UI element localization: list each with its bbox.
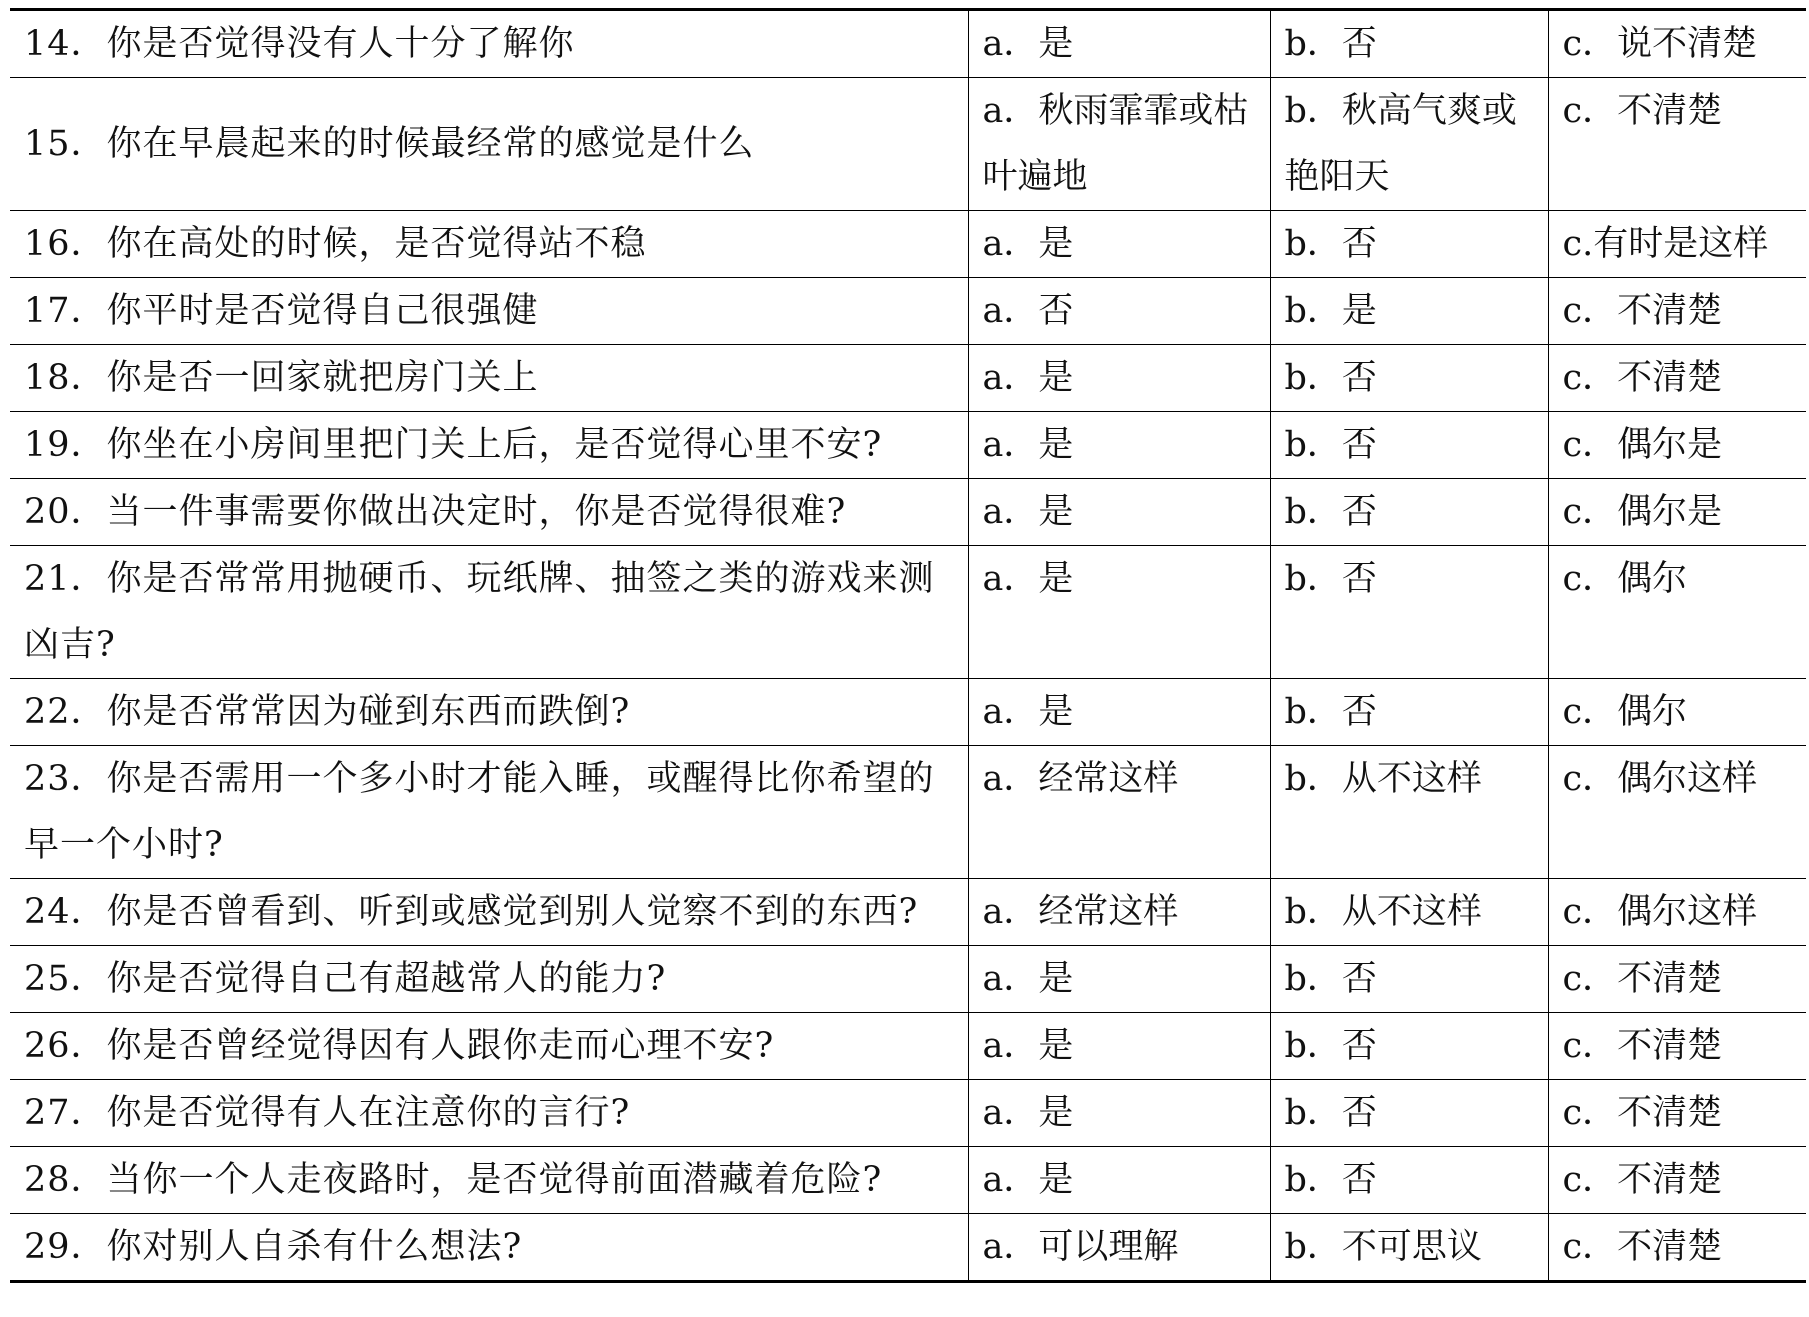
question-cell (10, 10, 968, 78)
option-c-cell: c．偶尔这样 (1548, 879, 1806, 946)
table-row (10, 679, 1806, 746)
option-c-cell: c．不清楚 (1548, 1013, 1806, 1080)
question-cell (10, 479, 968, 546)
question-text: 18．你是否一回家就把房门关上 (24, 358, 539, 398)
option-b-cell: b．是 (1270, 278, 1548, 345)
question-text: 28．当你一个人走夜路时，是否觉得前面潜藏着危险? (24, 1160, 883, 1200)
question-cell (10, 946, 968, 1013)
option-a-cell: a．经常这样 (968, 746, 1270, 879)
question-text: 20．当一件事需要你做出决定时，你是否觉得很难? (24, 492, 847, 532)
option-a-cell: a．是 (968, 1080, 1270, 1147)
table-row (10, 746, 1806, 879)
table-row (10, 211, 1806, 278)
option-a-cell: a．是 (968, 10, 1270, 78)
question-text: 27．你是否觉得有人在注意你的言行? (24, 1093, 631, 1133)
question-cell (10, 278, 968, 345)
option-c-cell: c．偶尔 (1548, 546, 1806, 679)
option-a-cell: a．是 (968, 345, 1270, 412)
option-a-cell: a．是 (968, 946, 1270, 1013)
option-c-cell: c．不清楚 (1548, 1147, 1806, 1214)
option-a-cell: a．经常这样 (968, 879, 1270, 946)
option-b-cell: b．否 (1270, 1080, 1548, 1147)
option-c-cell: c．偶尔是 (1548, 412, 1806, 479)
option-c-cell: c.有时是这样 (1548, 211, 1806, 278)
question-text: 14．你是否觉得没有人十分了解你 (24, 24, 575, 64)
question-text: 15．你在早晨起来的时候最经常的感觉是什么 (24, 124, 755, 164)
option-a-cell: a．是 (968, 479, 1270, 546)
option-b-cell: b．不可思议 (1270, 1214, 1548, 1282)
question-text: 17．你平时是否觉得自己很强健 (24, 291, 539, 331)
option-a-cell: a．是 (968, 211, 1270, 278)
option-c-cell: c．不清楚 (1548, 946, 1806, 1013)
table-row (10, 1147, 1806, 1214)
question-text: 16．你在高处的时候，是否觉得站不稳 (24, 224, 647, 264)
table-row (10, 1080, 1806, 1147)
option-a-cell: a．是 (968, 412, 1270, 479)
question-text: 19．你坐在小房间里把门关上后，是否觉得心里不安? (24, 425, 883, 465)
option-b-cell: b．否 (1270, 946, 1548, 1013)
option-c-cell: c．偶尔是 (1548, 479, 1806, 546)
option-a-cell: a．是 (968, 1147, 1270, 1214)
table-row (10, 479, 1806, 546)
question-cell (10, 211, 968, 278)
option-a-cell: a．是 (968, 546, 1270, 679)
question-cell (10, 679, 968, 746)
questionnaire-table (10, 8, 1806, 1283)
option-b-cell: b．秋高气爽或艳阳天 (1270, 78, 1548, 211)
option-c-cell: c．不清楚 (1548, 345, 1806, 412)
option-c-cell: c．不清楚 (1548, 1080, 1806, 1147)
option-b-cell: b．否 (1270, 10, 1548, 78)
option-c-cell: c．不清楚 (1548, 278, 1806, 345)
table-row (10, 1013, 1806, 1080)
table-row (10, 412, 1806, 479)
question-cell (10, 1147, 968, 1214)
question-cell (10, 746, 968, 879)
table-row (10, 879, 1806, 946)
question-cell (10, 1214, 968, 1282)
question-text: 23．你是否需用一个多小时才能入睡，或醒得比你希望的早一个小时? (24, 759, 935, 865)
option-b-cell: b．否 (1270, 345, 1548, 412)
question-text: 22．你是否常常因为碰到东西而跌倒? (24, 692, 631, 732)
option-b-cell: b．从不这样 (1270, 746, 1548, 879)
question-text: 26．你是否曾经觉得因有人跟你走而心理不安? (24, 1026, 775, 1066)
table-row (10, 78, 1806, 211)
question-cell (10, 879, 968, 946)
option-c-cell: c．偶尔 (1548, 679, 1806, 746)
question-cell (10, 412, 968, 479)
option-c-cell: c．说不清楚 (1548, 10, 1806, 78)
option-b-cell: b．否 (1270, 412, 1548, 479)
question-cell (10, 345, 968, 412)
questionnaire-page (10, 8, 1806, 1283)
table-row (10, 1214, 1806, 1282)
option-c-cell: c．不清楚 (1548, 78, 1806, 211)
option-b-cell: b．否 (1270, 679, 1548, 746)
option-c-cell: c．偶尔这样 (1548, 746, 1806, 879)
question-text: 21．你是否常常用抛硬币、玩纸牌、抽签之类的游戏来测凶吉? (24, 559, 935, 665)
table-row (10, 10, 1806, 78)
option-a-cell: a．否 (968, 278, 1270, 345)
question-cell (10, 1080, 968, 1147)
question-cell (10, 78, 968, 211)
question-cell (10, 1013, 968, 1080)
option-a-cell: a．是 (968, 1013, 1270, 1080)
option-b-cell: b．从不这样 (1270, 879, 1548, 946)
option-b-cell: b．否 (1270, 211, 1548, 278)
question-cell (10, 546, 968, 679)
option-c-cell: c．不清楚 (1548, 1214, 1806, 1282)
table-row (10, 345, 1806, 412)
option-a-cell: a．是 (968, 679, 1270, 746)
question-text: 24．你是否曾看到、听到或感觉到别人觉察不到的东西? (24, 892, 919, 932)
question-text: 29．你对别人自杀有什么想法? (24, 1227, 523, 1267)
option-a-cell: a．可以理解 (968, 1214, 1270, 1282)
option-b-cell: b．否 (1270, 546, 1548, 679)
option-a-cell: a．秋雨霏霏或枯叶遍地 (968, 78, 1270, 211)
question-text: 25．你是否觉得自己有超越常人的能力? (24, 959, 667, 999)
table-row (10, 546, 1806, 679)
table-row (10, 946, 1806, 1013)
option-b-cell: b．否 (1270, 1013, 1548, 1080)
table-row (10, 278, 1806, 345)
option-b-cell: b．否 (1270, 479, 1548, 546)
option-b-cell: b．否 (1270, 1147, 1548, 1214)
